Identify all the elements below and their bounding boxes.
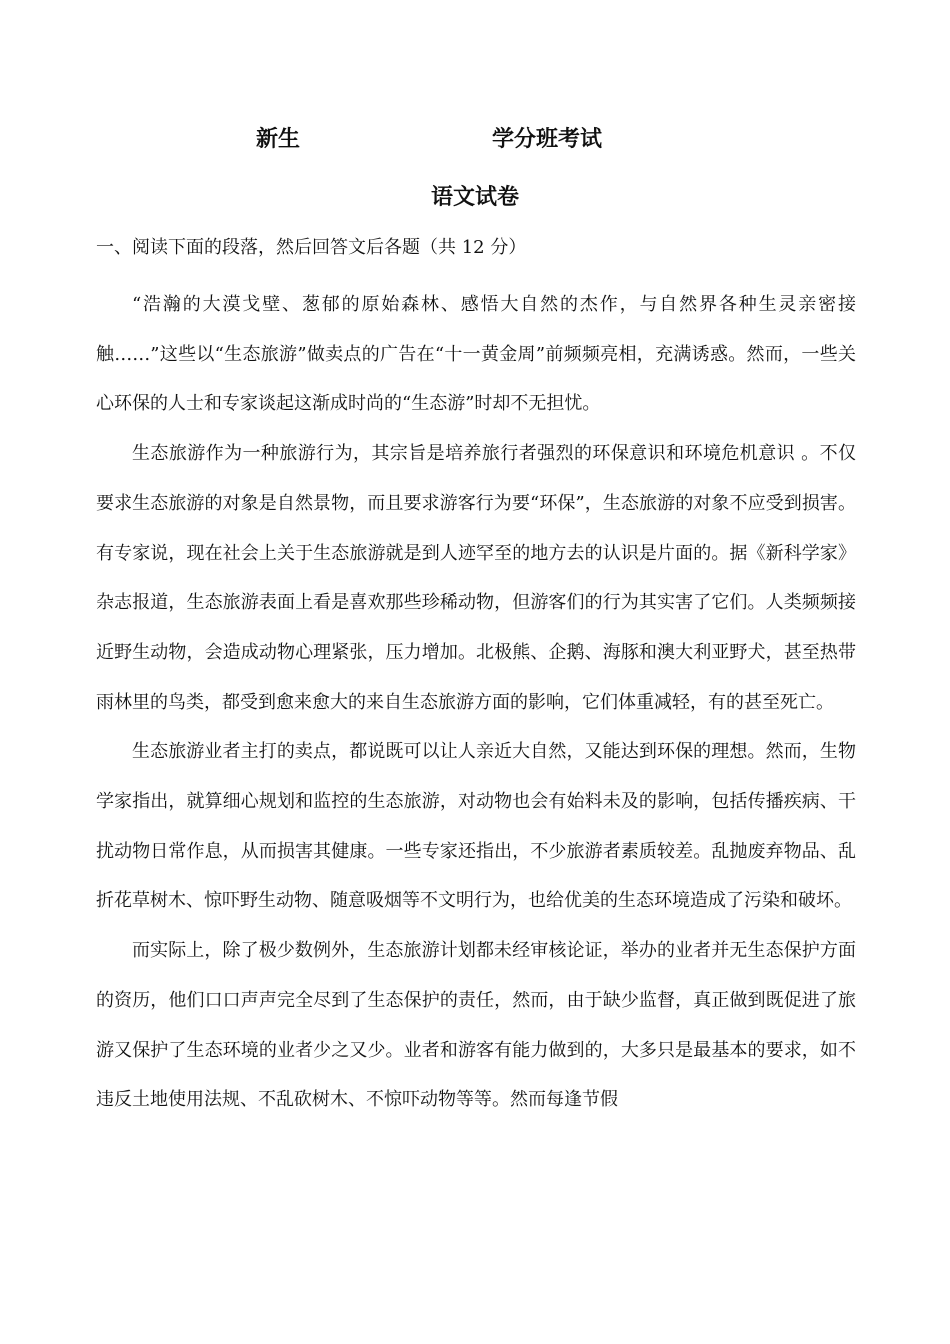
exam-title xyxy=(0,122,950,154)
passage-paragraph: 生态旅游业者主打的卖点，都说既可以让人亲近大自然，又能达到环保的理想。然而，生物学家指出，就算细心规划和监控的生态旅游，对动物也会有始料未及的影响，包括传播疾病、干扰动物日常作息，从而损害其健康。一些专家还指出，不少旅游者素质较差。乱抛废弃物品、乱折花草树木、惊吓野生动物、随意吸烟等不文明行为，也给优美的生态环境造成了污染和破坏。 xyxy=(96,741,856,912)
passage-paragraph: “浩瀚的大漠戈壁、葱郁的原始森林、感悟大自然的杰作，与自然界各种生灵亲密接触……”这些以“生态旅游”做卖点的广告在“十一黄金周”前频频亮相，充满诱惑。然而，一些关心环保的人士和专家谈起这渐成时尚的“生态游”时却不无担忧。 xyxy=(96,294,856,415)
title-left: 新生 xyxy=(256,127,301,152)
section-heading: 一、阅读下面的段落，然后回答文后各题（共 12 分） xyxy=(96,237,527,258)
passage-paragraph: 而实际上，除了极少数例外，生态旅游计划都未经审核论证，举办的业者并无生态保护方面的资历，他们口口声声完全尽到了生态保护的责任，然而，由于缺少监督，真正做到既促进了旅游又保护了生态环境的业者少之又少。业者和游客有能力做到的，大多只是最基本的要求，如不违反土地使用法规、不乱砍树木、不惊吓动物等等。然而每逢节假 xyxy=(96,940,856,1111)
reading-passage xyxy=(96,280,856,1125)
paper-subtitle: 语文试卷 xyxy=(430,185,519,210)
title-right: 学分班考试 xyxy=(492,127,603,152)
passage-paragraph: 生态旅游作为一种旅游行为，其宗旨是培养旅行者强烈的环保意识和环境危机意识 。不仅要求生态旅游的对象是自然景物，而且要求游客行为要“环保”，生态旅游的对象不应受到损害。有专家说，现在社会上关于生态旅游就是到人迹罕至的地方去的认识是片面的。据《新科学家》杂志报道，生态旅游表面上看是喜欢那些珍稀动物，但游客们的行为其实害了它们。人类频频接近野生动物，会造成动物心理紧张，压力增加。北极熊、企鹅、海豚和澳大利亚野犬，甚至热带雨林里的鸟类，都受到愈来愈大的来自生态旅游方面的影响，它们体重减轻，有的甚至死亡。 xyxy=(96,443,856,713)
